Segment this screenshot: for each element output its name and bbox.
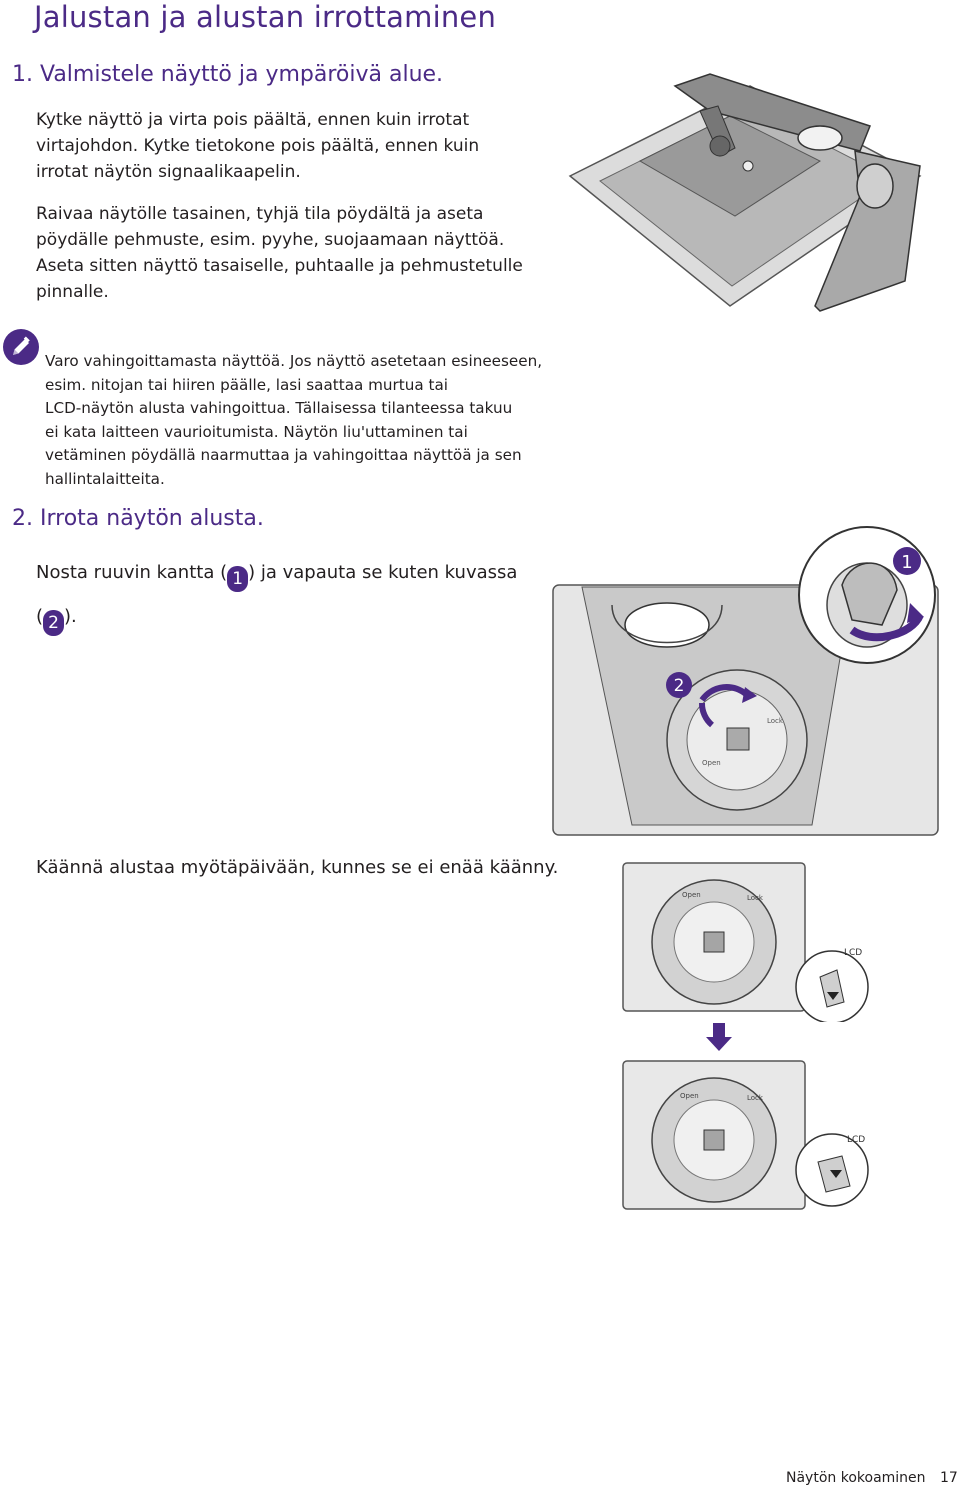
note-text bbox=[45, 350, 542, 491]
instruction-text: ). bbox=[64, 606, 77, 627]
note-line: hallintalaitteita. bbox=[45, 469, 165, 488]
instruction-text: ( bbox=[36, 606, 44, 627]
rotate-instruction: Käännä alustaa myötäpäivään, kunnes se ei enää käänny. bbox=[36, 857, 559, 878]
text-line: virtajohdon. Kytke tietokone pois päältä, ennen kuin bbox=[36, 136, 480, 156]
step1-heading: 1. Valmistele näyttö ja ympäröivä alue. bbox=[12, 62, 444, 87]
text-line: irrotat näytön signaalikaapelin. bbox=[36, 162, 301, 182]
footer-section: Näytön kokoaminen bbox=[786, 1470, 926, 1486]
lock-label: Lock bbox=[767, 717, 783, 725]
instruction-text: ) ja vapauta se kuten kuvassa bbox=[248, 562, 518, 583]
callout-2: 2 bbox=[673, 676, 685, 696]
note-line: vetäminen pöydällä naarmuttaa ja vahingoittaa näyttöä ja sen bbox=[45, 446, 522, 464]
text-line: Kytke näyttö ja virta pois päältä, ennen kuin irrotat bbox=[36, 110, 470, 130]
note-line: ei kata laitteen vaurioitumista. Näytön liu'uttaminen tai bbox=[45, 422, 468, 441]
text-line: pinnalle. bbox=[36, 282, 109, 302]
note-line: esim. nitojan tai hiiren päälle, lasi saattaa murtua tai bbox=[45, 375, 448, 394]
text-line: Aseta sitten näyttö tasaiselle, puhtaalle ja pehmustetulle bbox=[36, 256, 523, 276]
step1-paragraph-1 bbox=[36, 107, 479, 185]
lcd-label: LCD bbox=[847, 1135, 866, 1145]
page-title: Jalustan ja alustan irrottaminen bbox=[34, 0, 497, 34]
monitor-face-down-illustration bbox=[560, 66, 930, 316]
open-label: Open bbox=[702, 759, 721, 767]
open-label: Open bbox=[680, 1092, 699, 1100]
lock-label: Lock bbox=[747, 1094, 763, 1102]
note-line: LCD-näytön alusta vahingoittua. Tällaisessa tilanteessa takuu bbox=[45, 399, 513, 417]
step-badge-1: 1 bbox=[227, 566, 248, 592]
open-label: Open bbox=[682, 891, 701, 899]
pencil-icon bbox=[2, 328, 40, 366]
step2-heading: 2. Irrota näytön alusta. bbox=[12, 506, 264, 531]
text-line: Raivaa näytölle tasainen, tyhjä tila pöydältä ja aseta bbox=[36, 204, 484, 224]
step2-instruction-cont bbox=[36, 604, 77, 636]
step-badge-2: 2 bbox=[43, 610, 64, 636]
lcd-label: LCD bbox=[844, 948, 863, 958]
base-release-illustration bbox=[552, 525, 960, 840]
callout-1: 1 bbox=[901, 552, 913, 573]
note-line: Varo vahingoittamasta näyttöä. Jos näyttö asetetaan esineeseen, bbox=[45, 352, 543, 370]
footer-page-number: 17 bbox=[940, 1470, 958, 1486]
base-locked-illustration bbox=[622, 1060, 870, 1210]
step2-instruction bbox=[36, 560, 517, 592]
lock-label: Lock bbox=[747, 894, 763, 902]
text-line: pöydälle pehmuste, esim. pyyhe, suojaamaan näyttöä. bbox=[36, 230, 505, 250]
arrow-down-icon bbox=[704, 1023, 734, 1053]
step1-paragraph-2 bbox=[36, 201, 523, 305]
base-unlocked-illustration bbox=[622, 862, 870, 1022]
instruction-text: Nosta ruuvin kantta ( bbox=[36, 562, 228, 583]
